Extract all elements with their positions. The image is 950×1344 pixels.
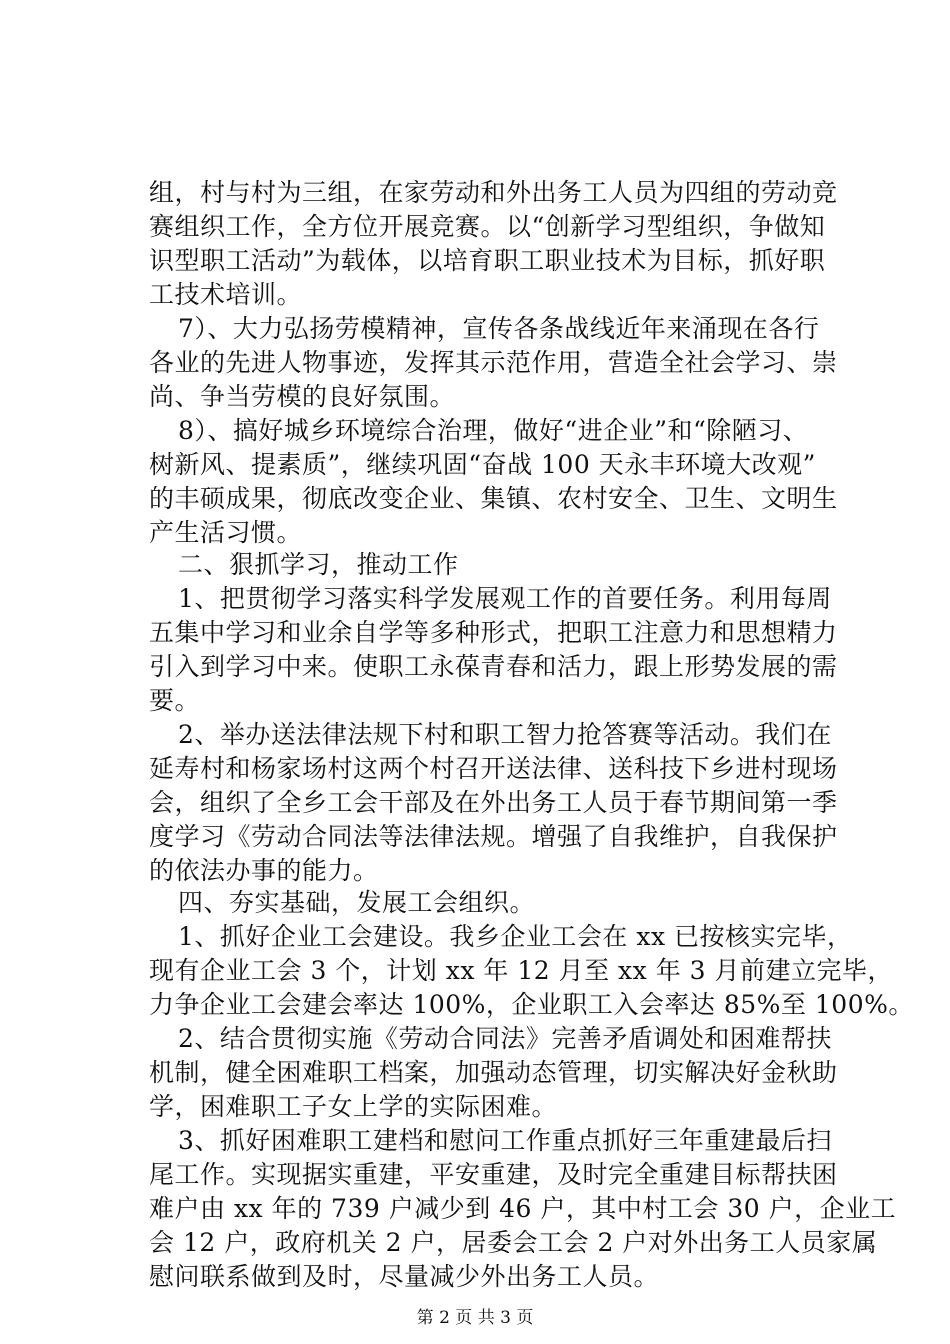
text-line: 引入到学习中来。使职工永葆青春和活力，跟上形势发展的需 bbox=[149, 652, 838, 681]
text-line: 3、抓好困难职工建档和慰问工作重点抓好三年重建最后扫 bbox=[178, 1126, 832, 1155]
text-line: 的依法办事的能力。 bbox=[149, 856, 379, 885]
text-line: 尚、争当劳模的良好氛围。 bbox=[149, 382, 456, 411]
text-line: 产生活习惯。 bbox=[149, 518, 303, 547]
text-line: 1、把贯彻学习落实科学发展观工作的首要任务。利用每周 bbox=[178, 584, 832, 613]
text-line: 延寿村和杨家场村这两个村召开送法律、送科技下乡进村现场 bbox=[149, 754, 838, 783]
text-line: 机制，健全困难职工档案，加强动态管理，切实解决好金秋助 bbox=[149, 1058, 838, 1087]
text-line: 树新风、提素质”，继续巩固“奋战 100 天永丰环境大改观” bbox=[149, 450, 816, 479]
text-line: 各业的先进人物事迹，发挥其示范作用，营造全社会学习、崇 bbox=[149, 348, 838, 377]
text-line: 2、结合贯彻实施《劳动合同法》完善矛盾调处和困难帮扶 bbox=[178, 1024, 832, 1053]
section-heading: 四、夯实基础，发展工会组织。 bbox=[178, 888, 536, 917]
text-line: 现有企业工会 3 个，计划 xx 年 12 月至 xx 年 3 月前建立完毕， bbox=[149, 956, 893, 985]
text-line: 难户由 xx 年的 739 户减少到 46 户，其中村工会 30 户，企业工 bbox=[149, 1194, 897, 1223]
text-line: 要。 bbox=[149, 686, 201, 715]
section-heading: 二、狠抓学习，推动工作 bbox=[178, 550, 459, 579]
text-line: 尾工作。实现据实重建，平安重建，及时完全重建目标帮扶困 bbox=[149, 1160, 838, 1189]
text-line: 度学习《劳动合同法等法律法规。增强了自我维护，自我保护 bbox=[149, 822, 838, 851]
text-line: 的丰硕成果，彻底改变企业、集镇、农村安全、卫生、文明生 bbox=[149, 484, 838, 513]
text-line: 8）、搞好城乡环境综合治理，做好“进企业”和“除陋习、 bbox=[178, 416, 809, 445]
text-line: 赛组织工作，全方位开展竞赛。以“创新学习型组织，争做知 bbox=[149, 212, 826, 241]
text-line: 力争企业工会建会率达 100%，企业职工入会率达 85%至 100%。 bbox=[149, 990, 914, 1019]
text-line: 工技术培训。 bbox=[149, 280, 303, 309]
text-line: 7）、大力弘扬劳模精神，宣传各条战线近年来涌现在各行 bbox=[178, 314, 820, 343]
text-line: 会，组织了全乡工会干部及在外出务工人员于春节期间第一季 bbox=[149, 788, 838, 817]
text-line: 五集中学习和业余自学等多种形式，把职工注意力和思想精力 bbox=[149, 618, 838, 647]
text-line: 组，村与村为三组，在家劳动和外出务工人员为四组的劳动竞 bbox=[149, 178, 838, 207]
text-line: 慰问联系做到及时，尽量减少外出务工人员。 bbox=[149, 1262, 660, 1291]
text-line: 学，困难职工子女上学的实际困难。 bbox=[149, 1092, 558, 1121]
text-line: 识型职工活动”为载体，以培育职工职业技术为目标，抓好职 bbox=[149, 246, 826, 275]
text-line: 1、抓好企业工会建设。我乡企业工会在 xx 已按核实完毕， bbox=[178, 922, 853, 951]
page-footer: 第 2 页 共 3 页 bbox=[416, 1308, 534, 1328]
text-line: 会 12 户，政府机关 2 户，居委会工会 2 户对外出务工人员家属 bbox=[149, 1228, 878, 1257]
text-line: 2、举办送法律法规下村和职工智力抢答赛等活动。我们在 bbox=[178, 720, 832, 749]
